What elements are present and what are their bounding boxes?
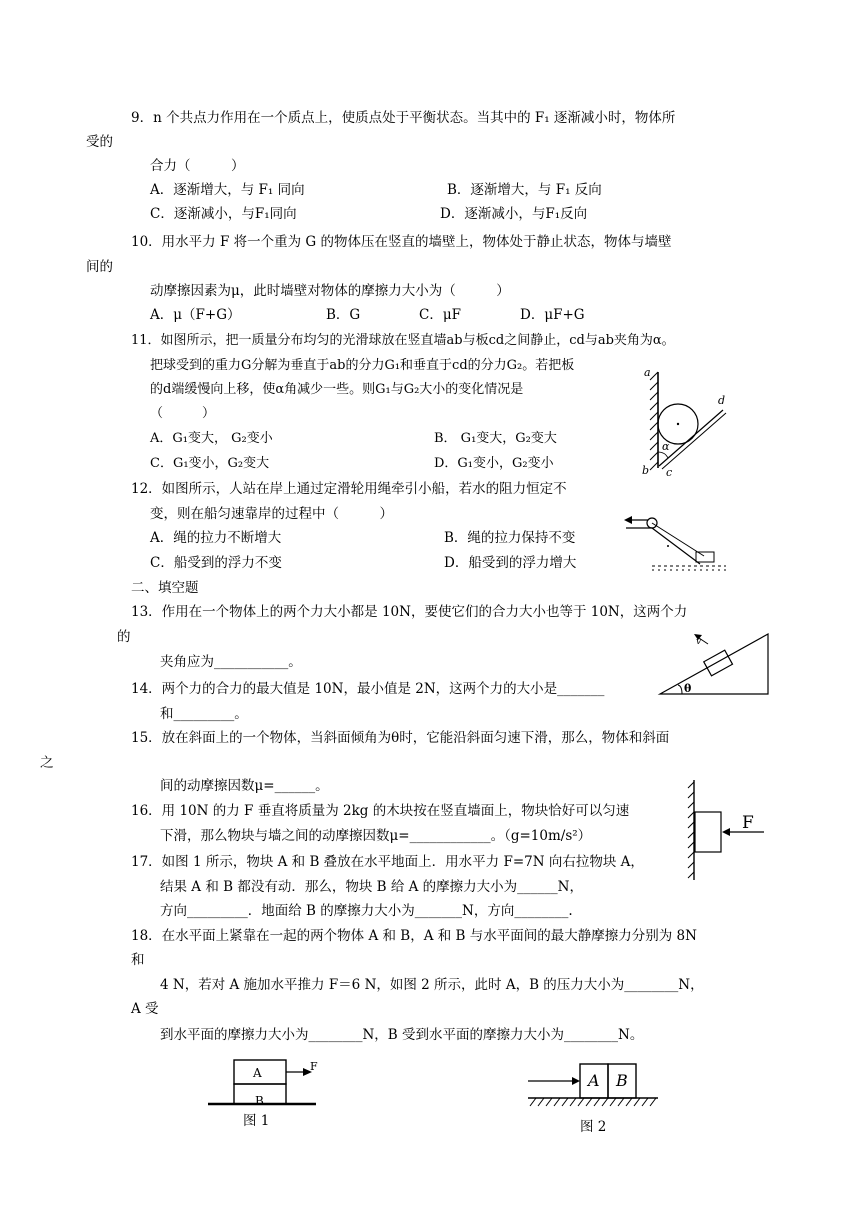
ground-hatching (530, 1098, 656, 1106)
label-alpha: α (662, 440, 670, 453)
q13-line2: 夹角应为___________。 (160, 654, 302, 670)
q13-line1-wrap: 的 (117, 629, 131, 645)
label-F: F (310, 1060, 318, 1073)
q11-option-a: A．G₁变大， G₂变小 (150, 431, 273, 446)
q12-option-c: C．船受到的浮力不变 (150, 555, 282, 571)
q10-line2: 动摩擦因素为μ，此时墙壁对物体的摩擦力大小为（ ） (150, 283, 510, 299)
q11-option-b: B． G₁变大，G₂变大 (434, 431, 557, 446)
incline (660, 634, 768, 694)
label-A: A (253, 1066, 262, 1080)
q15-line1: 15．放在斜面上的一个物体，当斜面倾角为θ时，它能沿斜面匀速下滑，那么，物体和斜面 (131, 730, 670, 746)
q11-line3: 的d端缓慢向上移，使α角减少一些。则G₁与G₂大小的变化情况是 (150, 382, 524, 397)
q10-option-c: C．μF (419, 307, 461, 323)
q9-line1-wrap: 受的 (86, 134, 113, 150)
section-fill-in: 二、填空题 (131, 580, 199, 596)
q11-line2: 把球受到的重力G分解为垂直于ab的分力G₁和垂直于cd的分力G₂。若把板 (150, 358, 575, 373)
q17-line2: 结果 A 和 B 都没有动．那么，物块 B 给 A 的摩擦力大小为______N， (160, 879, 583, 895)
q11-option-d: D．G₁变小，G₂变小 (434, 456, 554, 471)
label-F: F (742, 813, 754, 833)
q12-pulley-figure (622, 508, 732, 580)
board-cd (659, 410, 723, 466)
label-a: a (644, 366, 651, 379)
label-theta: θ (684, 682, 692, 695)
q10-line1-wrap: 间的 (86, 259, 113, 275)
ball-center (677, 423, 679, 425)
block (704, 650, 733, 676)
q11-option-c: C．G₁变小，G₂变大 (150, 456, 270, 471)
q13-line1: 13．作用在一个物体上的两个力大小都是 10N，要使它们的合力大小也等于 10N，这两个力 (131, 604, 688, 620)
figure-1 (206, 1056, 326, 1110)
q9-option-b: B．逐渐增大，与 F₁ 反向 (447, 182, 602, 198)
q14-incline-figure (656, 628, 774, 700)
q16-line1: 16．用 10N 的力 F 垂直将质量为 2kg 的木块按在竖直墙面上，物块恰好可以匀速 (131, 803, 630, 819)
label-B: B (255, 1094, 264, 1108)
q17-line3: 方向_________．地面给 B 的摩擦力大小为_______N，方向________. (160, 903, 573, 919)
q14-line1: 14．两个力的合力的最大值是 10N，最小值是 2N，这两个力的大小是_______ (131, 681, 605, 697)
label-B: B (616, 1071, 628, 1090)
label-A: A (588, 1071, 600, 1090)
q18-line3: 到水平面的摩擦力大小为________N，B 受到水平面的摩擦力大小为________N。 (160, 1027, 644, 1043)
q15-line1-wrap: 之 (40, 755, 54, 771)
q9-line1: 9．n 个共点力作用在一个质点上，使质点处于平衡状态。当其中的 F₁ 逐渐减小时，物体所 (131, 110, 676, 126)
q18-line2: 4 N，若对 A 施加水平推力 F＝6 N，如图 2 所示，此时 A，B 的压力大小为________N， (160, 977, 704, 993)
q12-option-b: B．绳的拉力保持不变 (444, 530, 576, 546)
q12-option-d: D．船受到的浮力增大 (444, 555, 577, 571)
q12-line2: 变，则在船匀速靠岸的过程中（ ） (150, 506, 393, 522)
q10-option-b: B．G (326, 307, 361, 323)
q11-line4: （ ） (150, 406, 216, 421)
q18-line1-wrap: 和 (131, 952, 145, 968)
q16-line2: 下滑，那么物块与墙之间的动摩擦因数μ=____________。（g=10m/s²） (160, 828, 592, 844)
q9-option-c: C．逐渐减小，与F₁同向 (150, 206, 297, 222)
q9-line2: 合力（ ） (150, 158, 245, 174)
label-v: v (696, 637, 702, 647)
q10-line1: 10．用水平力 F 将一个重为 G 的物体压在竖直的墙壁上，物体处于静止状态，物体与墙壁 (131, 234, 672, 250)
q9-option-d: D．逐渐减小，与F₁反向 (440, 206, 588, 222)
label-c: c (666, 466, 673, 479)
q12-option-a: A．绳的拉力不断增大 (150, 530, 282, 546)
q17-line1: 17．如图 1 所示，物块 A 和 B 叠放在水平地面上．用水平力 F=7N 向右拉物块 A， (131, 854, 644, 870)
q10-option-d: D．μF+G (520, 307, 585, 323)
wall-hatching (688, 782, 694, 878)
label-b: b (642, 464, 650, 477)
q9-option-a: A．逐渐增大，与 F₁ 同向 (150, 182, 305, 198)
angle-theta-arc (678, 685, 682, 694)
boat (696, 552, 714, 562)
q14-line2: 和_________。 (160, 706, 248, 722)
q16-wall-figure (684, 776, 768, 884)
q12-line1: 12．如图所示，人站在岸上通过定滑轮用绳牵引小船，若水的阻力恒定不 (131, 481, 567, 497)
label-d: d (718, 394, 726, 407)
wall-hatching (650, 372, 658, 470)
q10-option-a: A．μ（F+G） (150, 307, 241, 323)
q18-line2-wrap: A 受 (131, 1001, 159, 1017)
q18-line1: 18．在水平面上紧靠在一起的两个物体 A 和 B，A 和 B 与水平面间的最大静摩擦力分别为 8N (131, 928, 697, 944)
q11-ball-figure (628, 360, 738, 480)
wood-block (695, 812, 721, 852)
figure-2-caption: 图 2 (580, 1119, 607, 1135)
q11-line1: 11．如图所示，把一质量分布均匀的光滑球放在竖直墙ab与板cd之间静止，cd与ab夹角为α。 (131, 333, 675, 348)
figure-2 (524, 1060, 664, 1110)
figure-1-caption: 图 1 (243, 1113, 270, 1129)
q15-line2: 间的动摩擦因数μ=______。 (160, 778, 329, 794)
